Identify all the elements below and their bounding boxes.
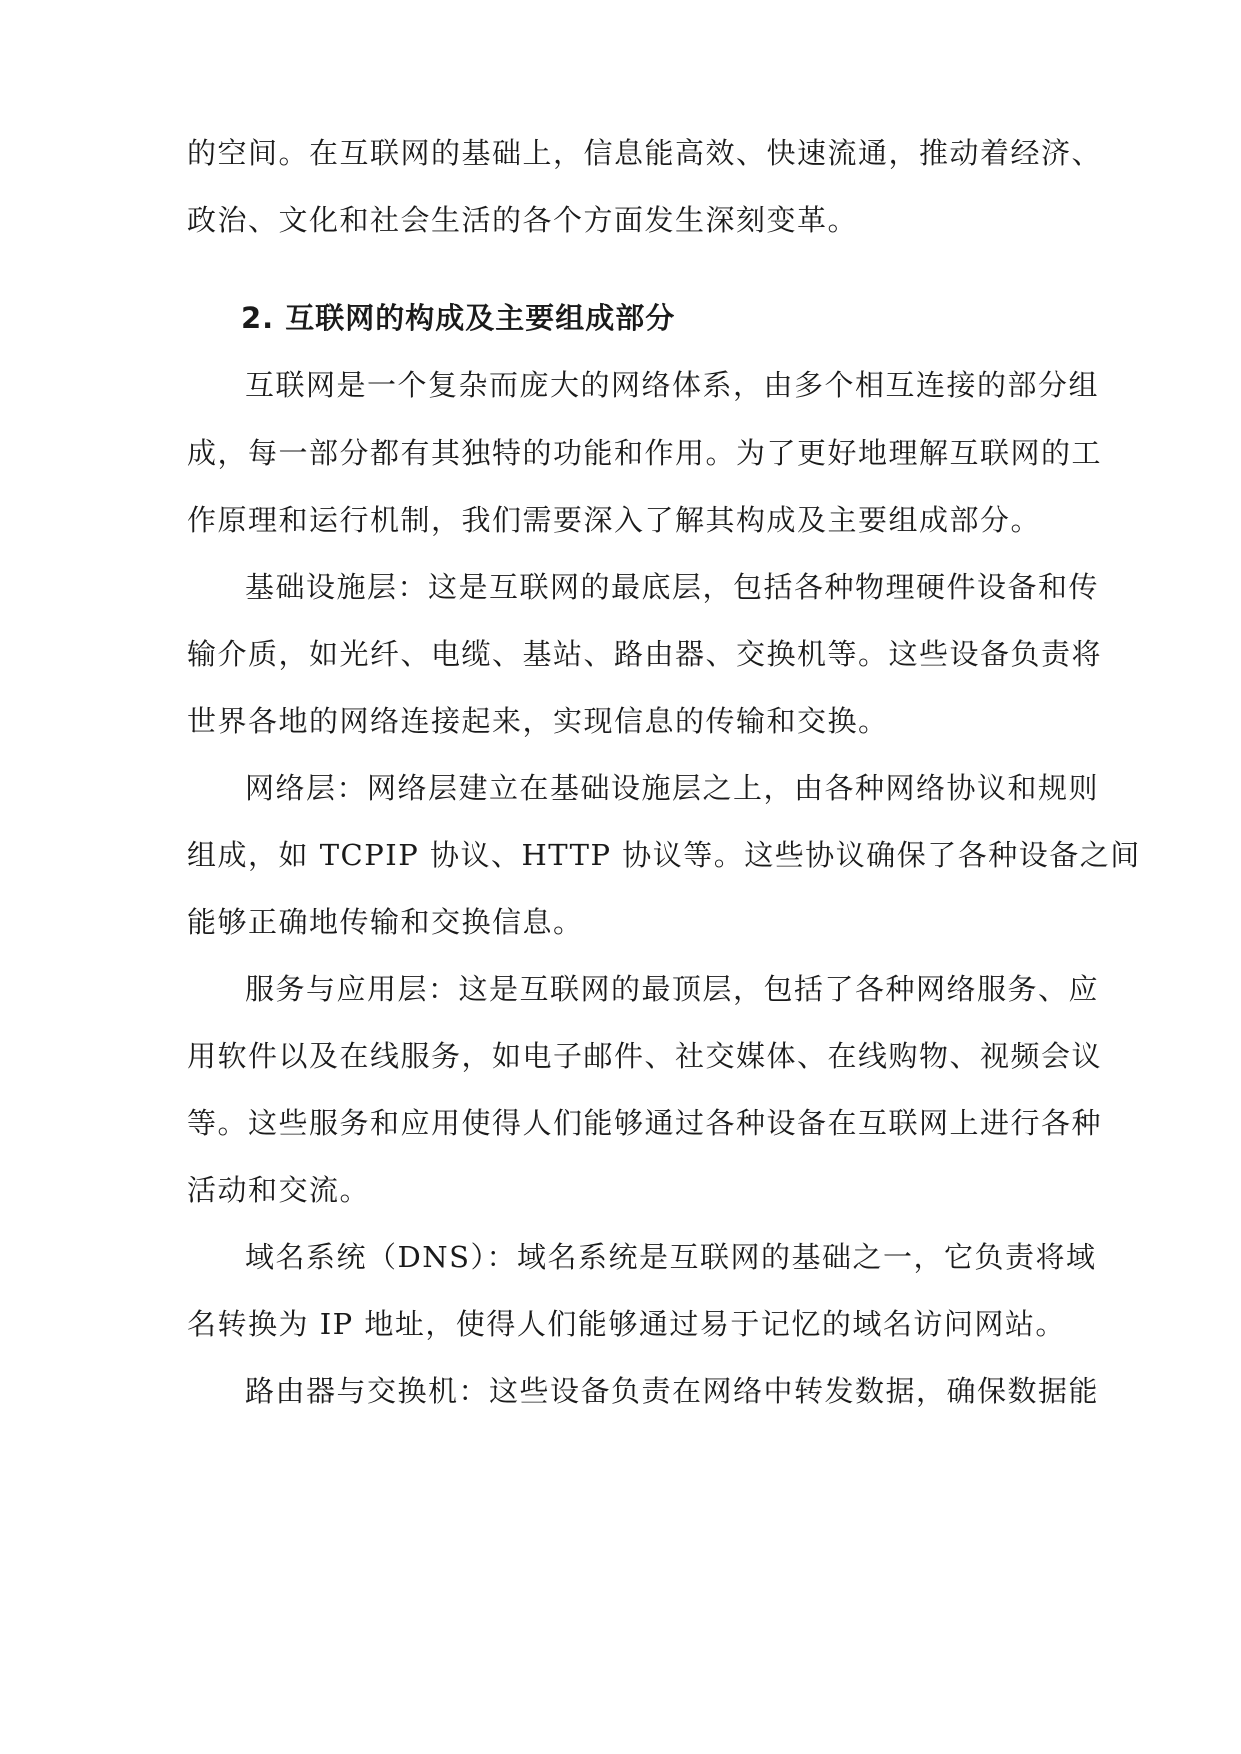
infrastructure-line-2: 输介质，如光纤、电缆、基站、路由器、交换机等。这些设备负责将 bbox=[187, 637, 1103, 671]
network-layer-line-1: 网络层：网络层建立在基础设施层之上，由各种网络协议和规则 bbox=[245, 771, 1100, 805]
overview-line-2: 成，每一部分都有其独特的功能和作用。为了更好地理解互联网的工 bbox=[187, 436, 1103, 470]
overview-line-1: 互联网是一个复杂而庞大的网络体系，由多个相互连接的部分组 bbox=[245, 368, 1100, 402]
network-layer-line-3: 能够正确地传输和交换信息。 bbox=[187, 905, 584, 939]
application-layer-line-1: 服务与应用层：这是互联网的最顶层，包括了各种网络服务、应 bbox=[245, 972, 1100, 1006]
overview-line-3: 作原理和运行机制，我们需要深入了解其构成及主要组成部分。 bbox=[187, 503, 1042, 537]
intro-line-1: 的空间。在互联网的基础上，信息能高效、快速流通，推动着经济、 bbox=[187, 136, 1103, 170]
network-layer-line-2: 组成，如 TCPIP 协议、HTTP 协议等。这些协议确保了各种设备之间 bbox=[187, 838, 1141, 872]
application-layer-line-4: 活动和交流。 bbox=[187, 1173, 371, 1207]
dns-line-2: 名转换为 IP 地址，使得人们能够通过易于记忆的域名访问网站。 bbox=[187, 1307, 1066, 1341]
dns-line-1: 域名系统（DNS）：域名系统是互联网的基础之一，它负责将域 bbox=[245, 1240, 1097, 1274]
intro-line-2: 政治、文化和社会生活的各个方面发生深刻变革。 bbox=[187, 203, 859, 237]
router-line-1: 路由器与交换机：这些设备负责在网络中转发数据，确保数据能 bbox=[245, 1374, 1100, 1408]
application-layer-line-3: 等。这些服务和应用使得人们能够通过各种设备在互联网上进行各种 bbox=[187, 1106, 1103, 1140]
application-layer-line-2: 用软件以及在线服务，如电子邮件、社交媒体、在线购物、视频会议 bbox=[187, 1039, 1103, 1073]
infrastructure-line-1: 基础设施层：这是互联网的最底层，包括各种物理硬件设备和传 bbox=[245, 570, 1100, 604]
infrastructure-line-3: 世界各地的网络连接起来，实现信息的传输和交换。 bbox=[187, 704, 889, 738]
section-heading: 2. 互联网的构成及主要组成部分 bbox=[241, 301, 676, 335]
